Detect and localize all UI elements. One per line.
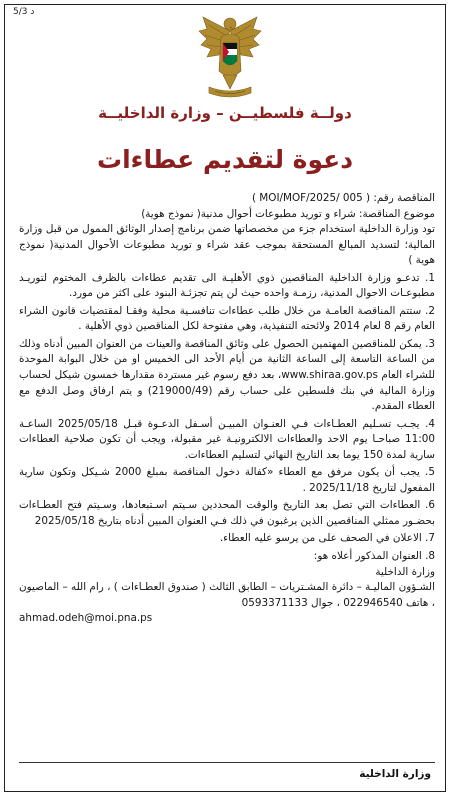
page-number: 5/3 د [13, 7, 35, 17]
contact-email[interactable]: ahmad.odeh@moi.pna.ps [19, 612, 153, 625]
address-ministry: وزارة الداخلية [375, 565, 435, 578]
tender-number: المناقصة رقم: ( MOI/MOF/2025/ 005 ) [251, 192, 435, 204]
state-ministry-heading: دولــة فلسطيــن – وزارة الداخليــة [98, 104, 352, 122]
clause-7: 7. الاعلان في الصحف على من يرسو عليه العطاء. [219, 532, 435, 545]
footer-divider [19, 762, 435, 763]
clause-4: 4. يجـب تسـليم العطـاءات فـي العنـوان المبيـن أسـفل الدعـوة قبـل 2025/05/18 الساعـة 11:00 صباحـا يوم الاحد والعطاءات الالكترونيـة غير مقبولة، ويجب أن تكون صلاحية العطاءات سارية لمدة 150 يوما بعد التاريخ النهائي لتسليم العطاءات. [19, 417, 435, 461]
clause-1: 1. تدعـو وزارة الداخلية المناقصين ذوي الأهليـة الى تقديم عطاءات بالظرف المختوم لتوريـد مطبوعـات الاحوال المدنية، رزمـة واحده حيث لن يتم تجزئـة البنود على اكثر من مورد. [19, 271, 435, 300]
clause-2: 2. ستتم المناقصة العامـة من خلال طلب عطاءات تنافسـية محلية وفقـا لمقتضيات قانون الشراء العام رقم 8 لعام 2014 ولائحته التنفيذية، وهي مفتوحة لكل المناقصين ذوي الأهلية . [19, 304, 435, 333]
notice-frame [4, 4, 446, 792]
footer-signature: وزارة الداخلية [359, 768, 431, 780]
clause-5: 5. يجب أن يكون مرفق مع العطاء «كفالة دخول المناقصة بمبلغ 2000 شـيكل وتكون سارية المفعول لتاريخ 2025/11/18 . [19, 466, 435, 494]
clause-8: 8. العنوان المذكور أعلاه هو: [313, 550, 435, 563]
page-title: دعوة لتقديم عطاءات [96, 145, 354, 174]
clause-6: 6. العطاءات التي تصل بعد التاريخ والوقت المحددين سـيتم اسـتبعادها، وسـيتم فتح العطـاءات بحضـور ممثلي المناقصين الذين يرغبون في ذلك فـي العنوان المبين أدناه بتاريخ 2025/05/18 [19, 499, 435, 527]
tender-subject: موضوع المناقصة: شراء و توريد مطبوعات أحوال مدنية( نموذج هوية) [141, 207, 435, 220]
intro-paragraph: تود وزارة الداخلية استخدام جزء من مخصصاتها ضمن برنامج إصدار الوثائق الممول من قبل وزارة المالية؛ لتسديد المبالغ المستحقة بموجب عقد شراء و توريد مطبوعات الأحوال المدنية( نموذج هوية ) [19, 223, 435, 267]
clause-3: 3. يمكن للمناقصين المهتمين الحصول على وثائق المناقصة والعينات من العنوان المبين أدناه وذلك من الساعة التاسعة إلى الساعة الثانية من أيام الأحد الى الخميس او من خلال البوابة الموحدة للشراء العام www.shiraa.gov.ps، بعد دفع رسوم غير مستردة مقدارها خمسون شيكل لحساب وزارة المالية في بنك فلسطين على حساب رقم (219000/49) و يتم ارفاق وصل الدفع مع العطاء المقدم. [19, 337, 436, 413]
palestine-eagle-emblem-icon [195, 9, 265, 101]
address-details: الشـؤون الماليـة – دائرة المشـتريات – الطابق الثالث ( صندوق العطـاءات ) ، رام الله – الماصيون ، هاتف 022946540 ، جوال 0593371133 [19, 581, 435, 609]
notice-body [19, 191, 435, 627]
